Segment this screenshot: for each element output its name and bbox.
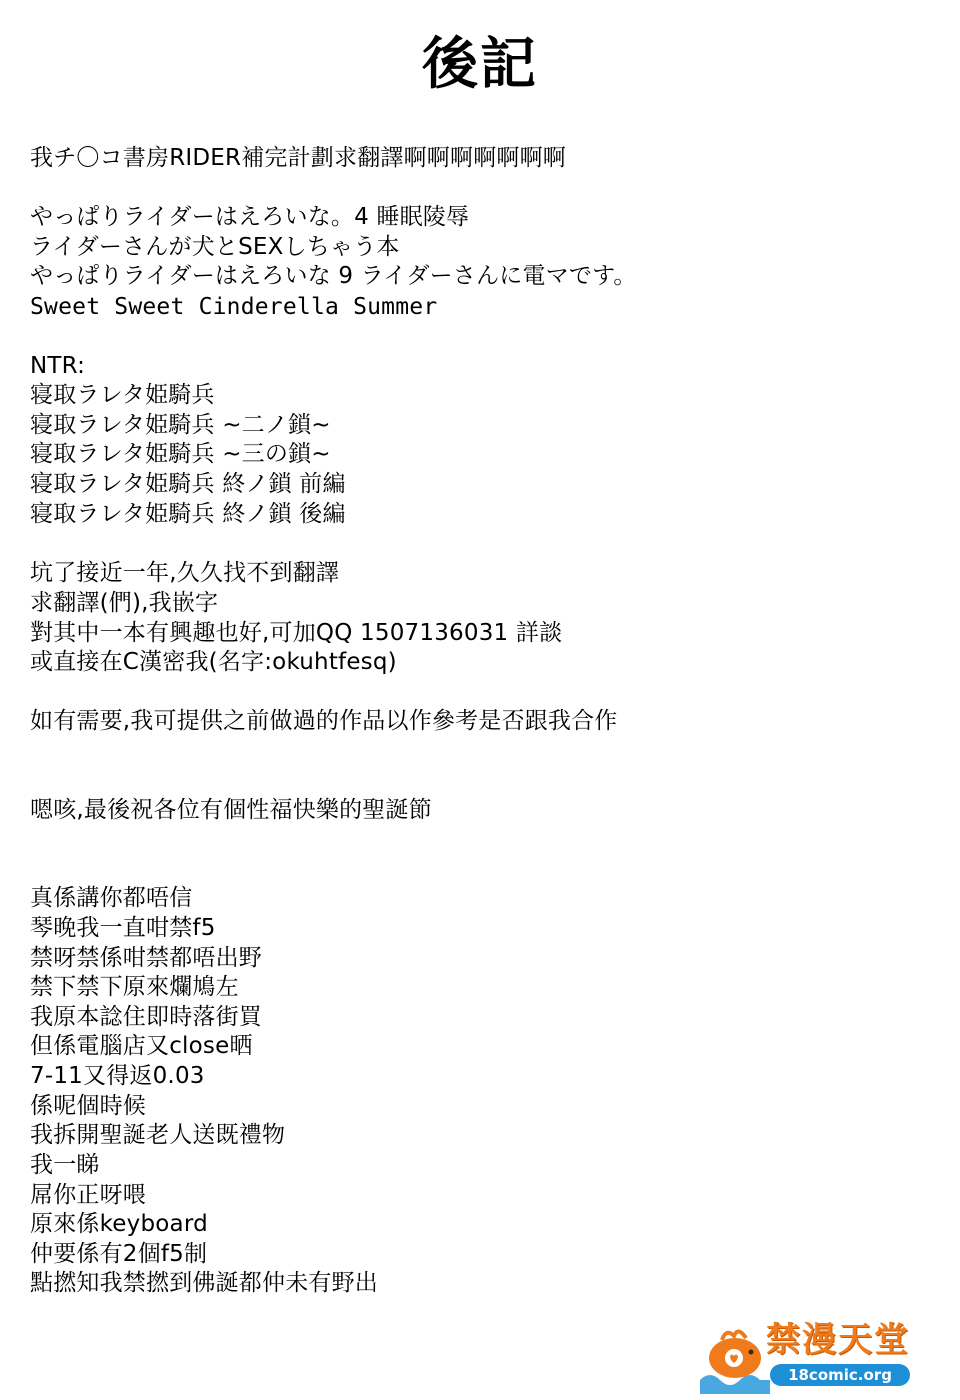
text-line: 點撚知我禁撚到佛誕都仲未有野出 — [30, 1270, 378, 1296]
text-line: 寝取ラレタ姫騎兵 — [30, 382, 215, 408]
text-line: ライダーさんが犬とSEXしちゃう本 — [30, 234, 400, 260]
watermark-url[interactable]: 18comic.org — [770, 1364, 910, 1386]
text-line: 仲要係有2個f5制 — [30, 1241, 208, 1267]
watermark-logo[interactable] — [700, 1320, 920, 1394]
text-line: 禁呀禁係咁禁都唔出野 — [30, 945, 262, 971]
text-line: 如有需要,我可提供之前做過的作品以作參考是否跟我合作 — [30, 708, 618, 734]
text-line: 原來係keyboard — [30, 1211, 208, 1237]
text-line: 或直接在C漢密我(名字:okuhtfesq) — [30, 649, 397, 675]
text-line: 我原本諗住即時落街買 — [30, 1004, 262, 1030]
text-line: 琴晚我一直咁禁f5 — [30, 915, 216, 941]
text-line: 我チ〇コ書房RIDER補完計劃求翻譯啊啊啊啊啊啊啊 — [30, 145, 566, 171]
mascot-icon — [704, 1326, 766, 1382]
text-line: Sweet Sweet Cinderella Summer — [30, 294, 438, 320]
text-line: 禁下禁下原來爛鳩左 — [30, 974, 239, 1000]
text-line: やっぱりライダーはえろいな。4 睡眠陵辱 — [30, 204, 470, 230]
text-line: 寝取ラレタ姫騎兵 ~二ノ鎖~ — [30, 412, 331, 438]
text-line: やっぱりライダーはえろいな 9 ライダーさんに電マです。 — [30, 263, 637, 289]
text-line: NTR: — [30, 353, 86, 379]
text-line: 屌你正呀喂 — [30, 1182, 146, 1208]
text-line: 嗯咳,最後祝各位有個性福快樂的聖誕節 — [30, 797, 432, 823]
text-line: 對其中一本有興趣也好,可加QQ 1507136031 詳談 — [30, 620, 563, 646]
text-line: 7-11又得返0.03 — [30, 1063, 205, 1089]
text-line: 求翻譯(們),我嵌字 — [30, 590, 219, 616]
page-title: 後記 — [422, 32, 538, 97]
text-line: 寝取ラレタ姫騎兵 終ノ鎖 前編 — [30, 471, 346, 497]
text-line: 真係講你都唔信 — [30, 885, 193, 911]
text-line: 係呢個時候 — [30, 1093, 146, 1119]
watermark-brand: 禁漫天堂 — [766, 1320, 910, 1360]
text-line: 寝取ラレタ姫騎兵 終ノ鎖 後編 — [30, 501, 346, 527]
text-line: 寝取ラレタ姫騎兵 ~三の鎖~ — [30, 441, 331, 467]
text-line: 坑了接近一年,久久找不到翻譯 — [30, 560, 340, 586]
text-line: 我一睇 — [30, 1152, 100, 1178]
text-line: 但係電腦店又close晒 — [30, 1033, 253, 1059]
text-line: 我拆開聖誕老人送既禮物 — [30, 1122, 286, 1148]
